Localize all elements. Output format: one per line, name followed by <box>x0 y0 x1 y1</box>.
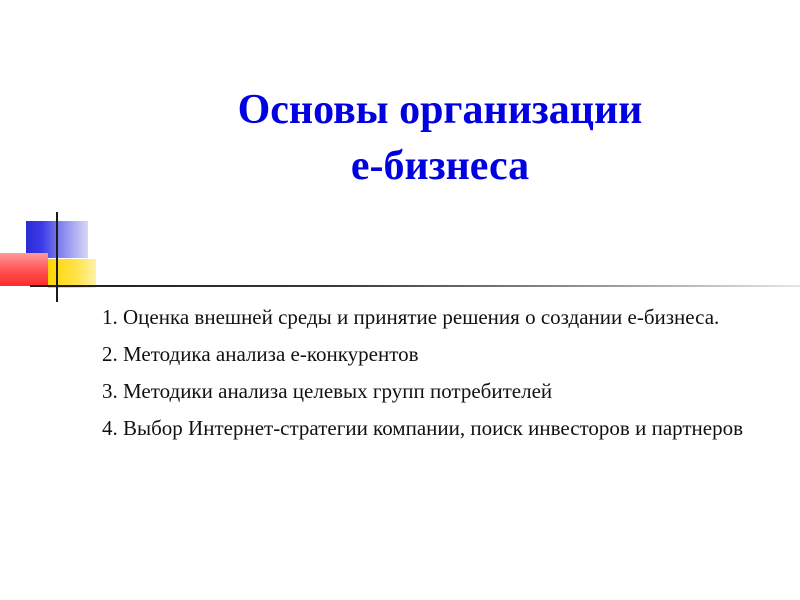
horizontal-rule <box>30 285 800 287</box>
list-item: 3. Методики анализа целевых групп потребителей <box>102 379 553 403</box>
list-item: 2. Методика анализа е-конкурентов <box>102 342 419 366</box>
vertical-rule <box>56 212 58 302</box>
list-item: 1. Оценка внешней среды и принятие решения о создании е-бизнеса. <box>102 305 720 329</box>
red-block <box>0 253 48 286</box>
slide-title <box>120 82 760 194</box>
title-line-2: е-бизнеса <box>350 143 530 189</box>
slide-body <box>102 302 768 450</box>
blue-fade-block <box>58 221 88 258</box>
list-item: 4. Выбор Интернет-стратегии компании, поиск инвесторов и партнеров <box>102 416 744 440</box>
title-line-1: Основы организации <box>237 87 643 133</box>
